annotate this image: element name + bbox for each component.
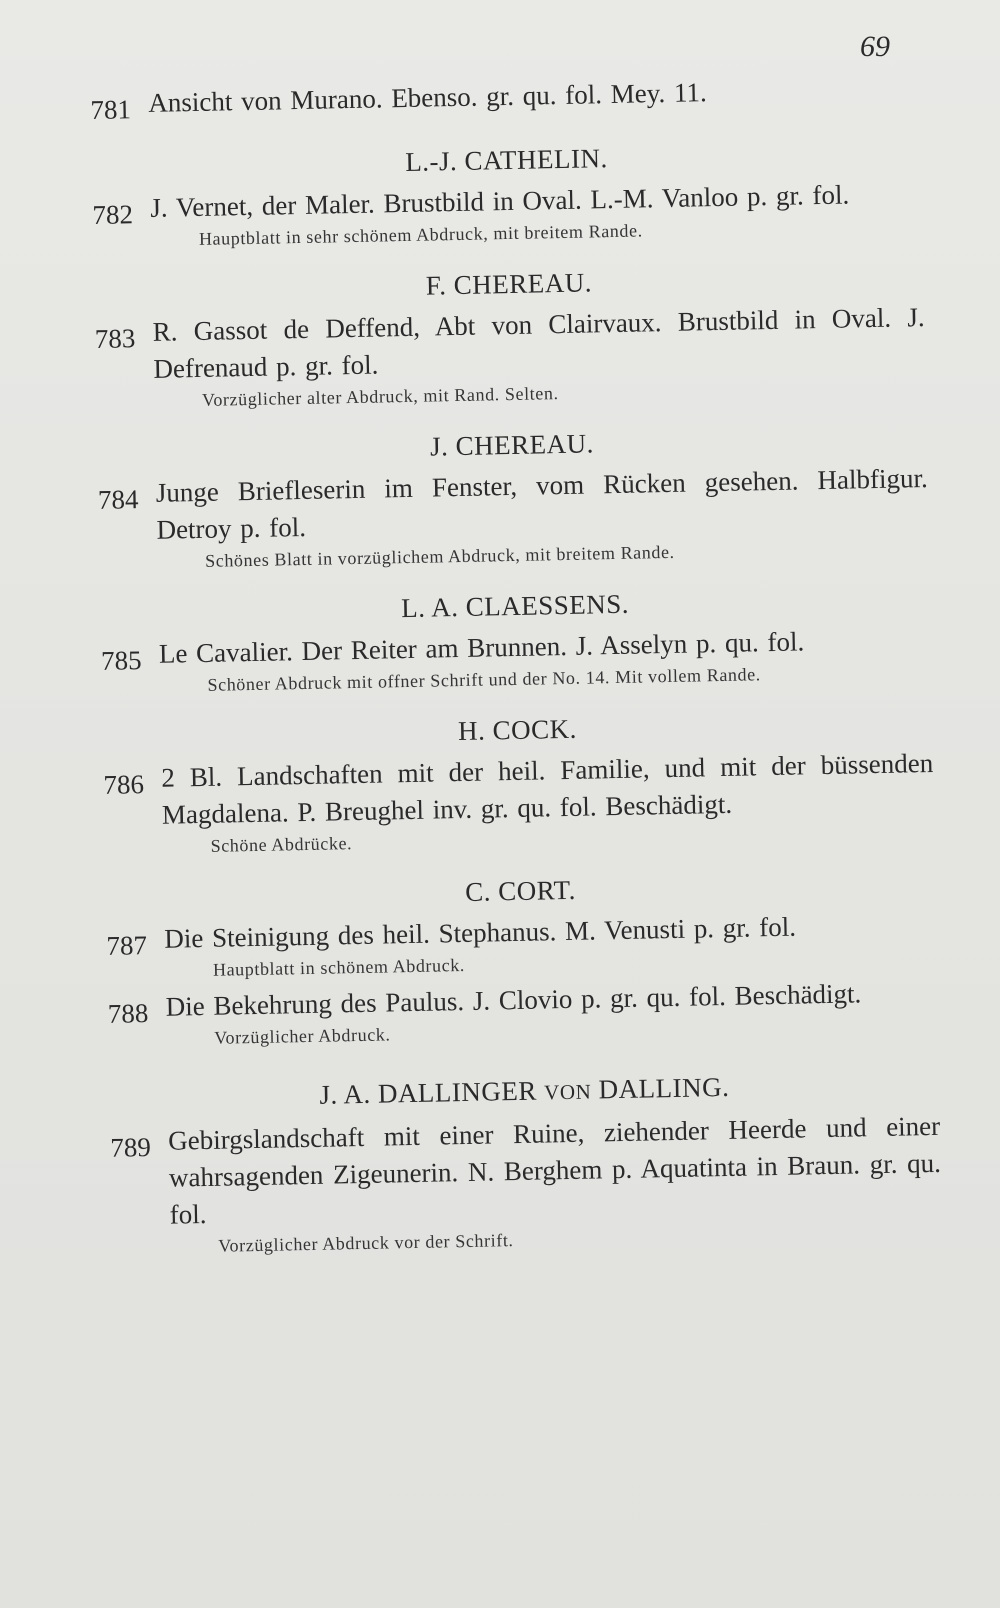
artist-heading: J. CHEREAU. [429,428,595,462]
entry-note: Hauptblatt in schönem Abdruck. [212,954,466,980]
entry-body [150,175,923,252]
entry-title: Gebirgslandschaft mit einer Ruine, ziehender Heerde und einer wahrsagenden Zigeunerin. N. Berghem p. Aquatinta in Braun. gr. qu. fol. [167,1110,942,1230]
entry-note: Vorzüglicher Abdruck. [214,1024,391,1048]
entry-title: Ansicht von Murano. Ebenso. gr. qu. fol. Mey. 11. [148,77,707,118]
entry-note: Vorzüglicher Abdruck vor der Schrift. [218,1230,514,1256]
catalog-entry-785 [101,621,932,699]
entry-body [155,460,929,574]
entry-number: 786 [103,769,145,800]
artist-heading: C. CORT. [464,874,577,907]
entry-number: 781 [90,94,132,125]
artist-heading: F. CHEREAU. [425,267,593,301]
entry-number: 782 [92,199,134,230]
entry-number: 789 [110,1132,152,1163]
entry-number: 783 [94,323,136,354]
entry-title: 2 Bl. Landschaften mit der heil. Familie, und mit der büssenden Magdalena. P. Breughel inv. gr. qu. fol. Beschädigt. [161,747,934,830]
catalog-entry-782 [92,175,923,253]
entry-number: 787 [106,930,148,961]
entry-note: Schönes Blatt in vorzüglichem Abdruck, mit breitem Rande. [204,541,675,571]
entry-title: Die Bekehrung des Paulus. J. Clovio p. gr. qu. fol. Beschädigt. [165,978,862,1022]
artist-heading: H. COCK. [457,713,578,747]
entry-note: Vorzüglicher alter Abdruck, mit Rand. Selten. [201,383,559,410]
artist-name-particle: VON [543,1079,592,1105]
artist-name: DALLING. [591,1071,730,1105]
entry-body [159,621,932,698]
entry-number: 788 [107,998,149,1029]
entry-note: Schöne Abdrücke. [210,833,353,856]
catalog-entry-783 [94,299,926,414]
catalog-entry-781 [90,70,921,129]
entry-title: Die Steinigung des heil. Stephanus. M. Venusti p. gr. fol. [164,911,797,954]
entry-body [161,745,935,859]
entry-number: 785 [100,645,142,676]
entry-number: 784 [97,484,139,515]
catalog-entry-786 [103,745,935,860]
artist-heading: L.-J. CATHELIN. [404,143,609,177]
entry-title: R. Gassot de Deffend, Abt von Clairvaux. Brustbild in Oval. J. Defrenaud p. gr. fol. [152,302,925,384]
entry-note: Hauptblatt in sehr schönem Abdruck, mit breitem Rande. [198,220,643,249]
catalog-content [90,70,942,1260]
entry-title: Junge Briefleserin im Fenster, vom Rücken gesehen. Halbfigur. Detroy p. fol. [155,462,928,545]
entry-body [168,1108,942,1259]
entry-title: Le Cavalier. Der Reiter am Brunnen. J. Asselyn p. qu. fol. [158,626,805,669]
artist-name: J. A. DALLINGER [319,1075,545,1110]
entry-note: Schöner Abdruck mit offner Schrift und der No. 14. Mit vollem Rande. [207,664,761,695]
entry-title: J. Vernet, der Maler. Brustbild in Oval. L.-M. Vanloo p. gr. fol. [150,179,850,223]
catalog-entry-789 [110,1108,942,1260]
catalog-entry-784 [97,460,929,575]
artist-heading: L. A. CLAESSENS. [400,588,630,624]
entry-body [152,299,926,413]
page-number: 69 [860,30,890,63]
entry-body [148,70,921,122]
